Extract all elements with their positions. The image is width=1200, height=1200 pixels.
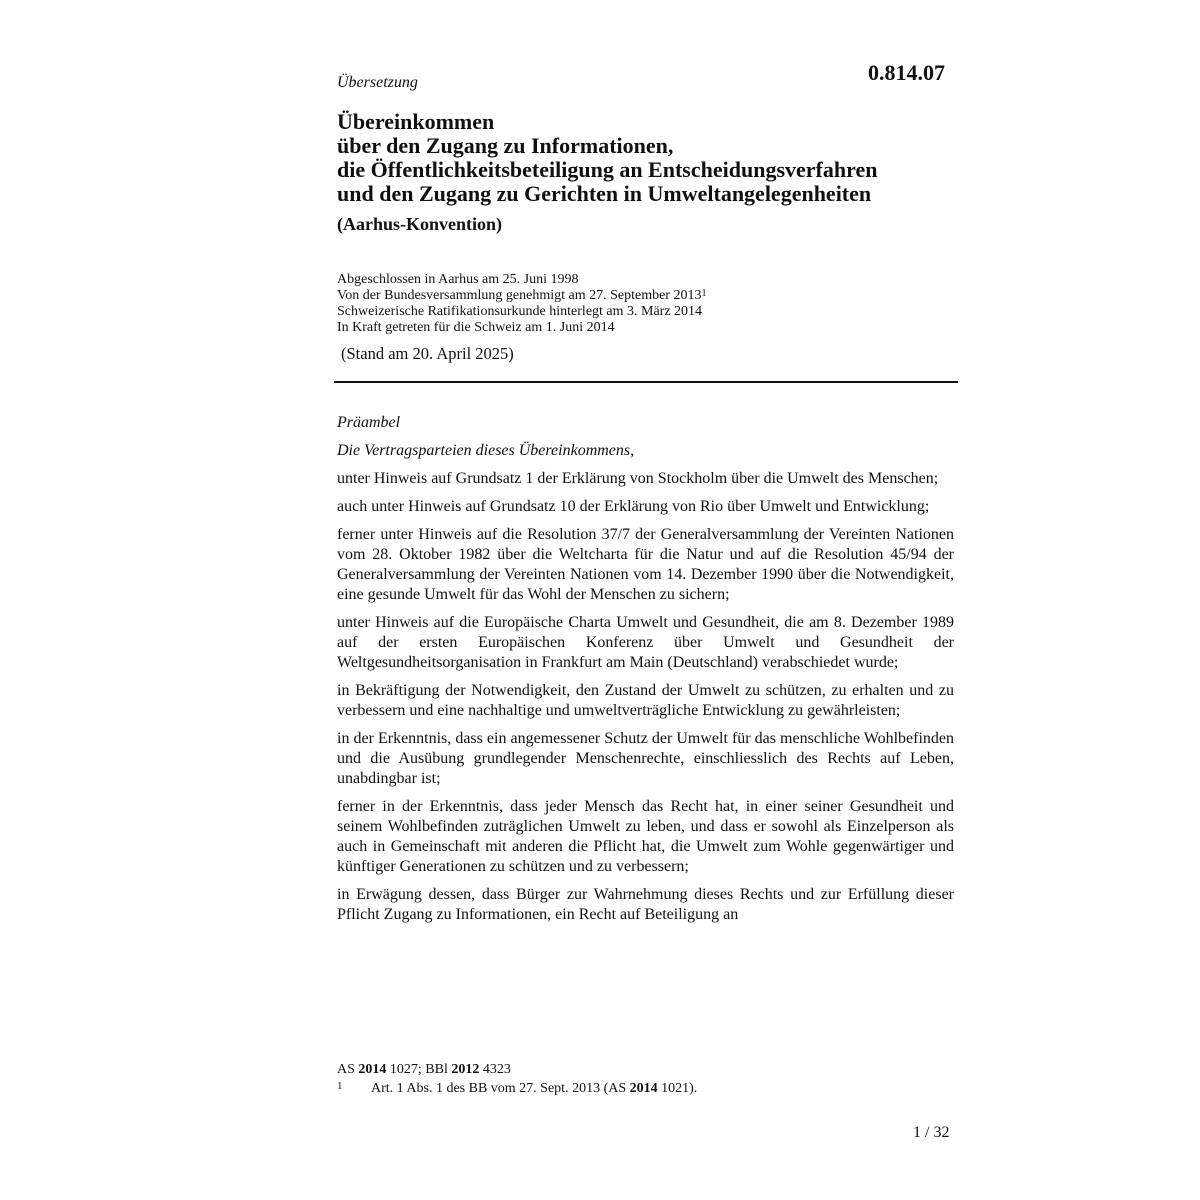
- document-metadata: [337, 272, 706, 336]
- preamble-paragraph: ferner in der Erkenntnis, dass jeder Mensch das Recht hat, in einer seiner Gesundheit und seinem Wohlbefinden zuträglichen Umwelt zu leben, und dass er sowohl als Einzelperson als auch in Gemeinschaft mit anderen die Pflicht hat, die Umwelt zum Wohle gegenwärtiger und künftiger Generationen zu schützen und zu verbessern;: [337, 798, 954, 875]
- document-subtitle: (Aarhus-Konvention): [337, 214, 503, 234]
- approved-line: [337, 288, 706, 304]
- preamble-paragraph: in der Erkenntnis, dass ein angemessener Schutz der Umwelt für das menschliche Wohlbefinden und die Ausübung grundlegender Menschenrechte, einschliesslich des Rechts auf Leben, unabdingbar ist;: [337, 730, 954, 787]
- title-line: über den Zugang zu Informationen,: [337, 133, 674, 158]
- ratification-line: Schweizerische Ratifikationsurkunde hinterlegt am 3. März 2014: [337, 304, 703, 319]
- title-line: und den Zugang zu Gerichten in Umweltangelegenheiten: [337, 181, 872, 206]
- in-force-line: In Kraft getreten für die Schweiz am 1. Juni 2014: [337, 320, 615, 335]
- preamble-paragraph: in Bekräftigung der Notwendigkeit, den Zustand der Umwelt zu schützen, zu erhalten und zu verbessern und eine nachhaltige und umweltverträgliche Entwicklung zu gewährleisten;: [337, 682, 954, 719]
- as-page: 1027; BBl: [386, 1062, 452, 1077]
- footnotes: [337, 1060, 697, 1098]
- preamble-title: Präambel: [337, 414, 401, 431]
- title-line: Übereinkommen: [337, 109, 495, 134]
- concluded-line: Abgeschlossen in Aarhus am 25. Juni 1998: [337, 272, 579, 287]
- header-divider: [334, 381, 958, 383]
- preamble-paragraph: unter Hinweis auf Grundsatz 1 der Erklärung von Stockholm über die Umwelt des Menschen;: [337, 470, 939, 487]
- footnote-text: Art. 1 Abs. 1 des BB vom 27. Sept. 2013 (AS 2014 1021).: [371, 1081, 698, 1096]
- preamble: [337, 413, 954, 933]
- preamble-paragraph: ferner unter Hinweis auf die Resolution 37/7 der Generalversammlung der Vereinten Nationen vom 28. Oktober 1982 über die Weltcharta für die Natur und auf die Resolution 45/94 der Generalversammlung der Vereinten Nationen vom 14. Dezember 1990 über die Notwendigkeit, eine gesunde Umwelt für das Wohl der Menschen zu sichern;: [337, 526, 954, 603]
- translation-label: Übersetzung: [337, 74, 418, 91]
- title-line: die Öffentlichkeitsbeteiligung an Entscheidungsverfahren: [337, 157, 878, 182]
- bbl-page: 4323: [479, 1062, 511, 1077]
- preamble-paragraph: unter Hinweis auf die Europäische Charta Umwelt und Gesundheit, die am 8. Dezember 1989 auf der ersten Europäischen Konferenz über Umwelt und Gesundheit der Weltgesundheitsorganisation in Frankfurt am Main (Deutschland) verabschiedet wurde;: [337, 614, 954, 671]
- preamble-intro: Die Vertragsparteien dieses Übereinkommens,: [337, 442, 635, 459]
- official-reference: [337, 1060, 697, 1079]
- stand-date: (Stand am 20. April 2025): [341, 344, 514, 363]
- approved-text: Von der Bundesversammlung genehmigt am 27. September 2013: [337, 288, 702, 303]
- bbl-year: 2012: [451, 1062, 480, 1077]
- page-number: 1 / 32: [913, 1124, 950, 1141]
- document-title: [337, 110, 977, 206]
- footnote-ref[interactable]: 1: [701, 288, 707, 299]
- as-label: AS: [337, 1062, 359, 1077]
- footnote-mark: 1: [337, 1080, 343, 1092]
- preamble-paragraph: auch unter Hinweis auf Grundsatz 10 der Erklärung von Rio über Umwelt und Entwicklung;: [337, 498, 930, 515]
- footnote-1: [337, 1079, 697, 1098]
- document-number: 0.814.07: [868, 60, 945, 85]
- as-year: 2014: [358, 1062, 387, 1077]
- preamble-paragraph: in Erwägung dessen, dass Bürger zur Wahrnehmung dieses Rechts und zur Erfüllung dieser Pflicht Zugang zu Informationen, ein Recht auf Beteiligung an: [337, 886, 954, 923]
